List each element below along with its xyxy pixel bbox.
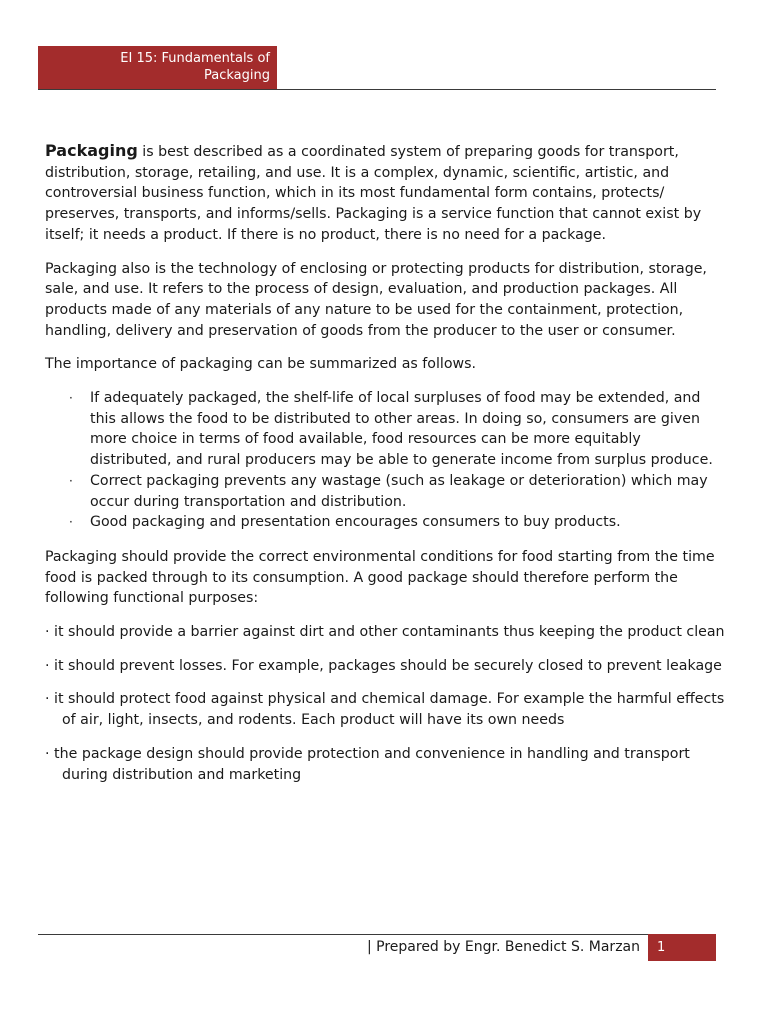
footer-prepared-by: | Prepared by Engr. Benedict S. Marzan [366, 939, 640, 955]
environment-paragraph: Packaging should provide the correct environmental conditions for food starting from the time food is packed through to its consumption. A good package should therefore perform the following functional purposes: [45, 548, 715, 607]
bullet-icon: · [69, 391, 73, 406]
document-body [45, 141, 725, 798]
list-item [45, 388, 725, 471]
list-item-text: Good packaging and presentation encourages consumers to buy products. [90, 514, 621, 531]
page-number-badge: 1 [648, 934, 716, 961]
footer-divider [38, 934, 648, 935]
purpose-item: · it should prevent losses. For example, packages should be securely closed to prevent leakage [45, 657, 722, 674]
importance-intro: The importance of packaging can be summarized as follows. [45, 356, 477, 373]
header-title-line2: Packaging [204, 68, 270, 83]
intro-paragraph [45, 141, 725, 246]
intro-lead-word: Packaging [45, 141, 138, 160]
bullet-icon: · [69, 515, 73, 530]
definition-paragraph: Packaging also is the technology of enclosing or protecting products for distribution, storage, sale, and use. It refers to the process of design, evaluation, and production packages. All products made of any materials of any nature to be used for the containment, protection, handling, delivery and preservation of goods from the producer to the user or consumer. [45, 260, 707, 339]
list-item [45, 512, 725, 533]
list-item-text: If adequately packaged, the shelf-life of local surpluses of food may be extended, and this allows the food to be distributed to other areas. In doing so, consumers are given more choice in terms of food available, food resources can be more equitably distributed, and rural producers may be able to generate income from surplus produce. [90, 390, 713, 469]
importance-list [45, 388, 725, 533]
header-title-band [38, 46, 277, 89]
purpose-item: · the package design should provide protection and convenience in handling and transport during distribution and marketing [45, 745, 690, 783]
purpose-item: · it should provide a barrier against dirt and other contaminants thus keeping the product clean [45, 624, 725, 641]
purpose-item: · it should protect food against physical and chemical damage. For example the harmful effects of air, light, insects, and rodents. Each product will have its own needs [45, 691, 725, 729]
list-item-text: Correct packaging prevents any wastage (such as leakage or deterioration) which may occur during transportation and distribution. [90, 472, 708, 510]
list-item [45, 471, 725, 512]
intro-text: is best described as a coordinated system of preparing goods for transport, distribution, storage, retailing, and use. It is a complex, dynamic, scientific, artistic, and controversial business function, which in its most fundamental form contains, protects/ preserves, transports, and informs/sells. Packaging is a service function that cannot exist by itself; it needs a product. If there is no product, there is no need for a package. [45, 144, 702, 243]
header-divider [38, 89, 716, 90]
bullet-icon: · [69, 473, 73, 488]
header-title-line1: EI 15: Fundamentals of [120, 51, 270, 66]
